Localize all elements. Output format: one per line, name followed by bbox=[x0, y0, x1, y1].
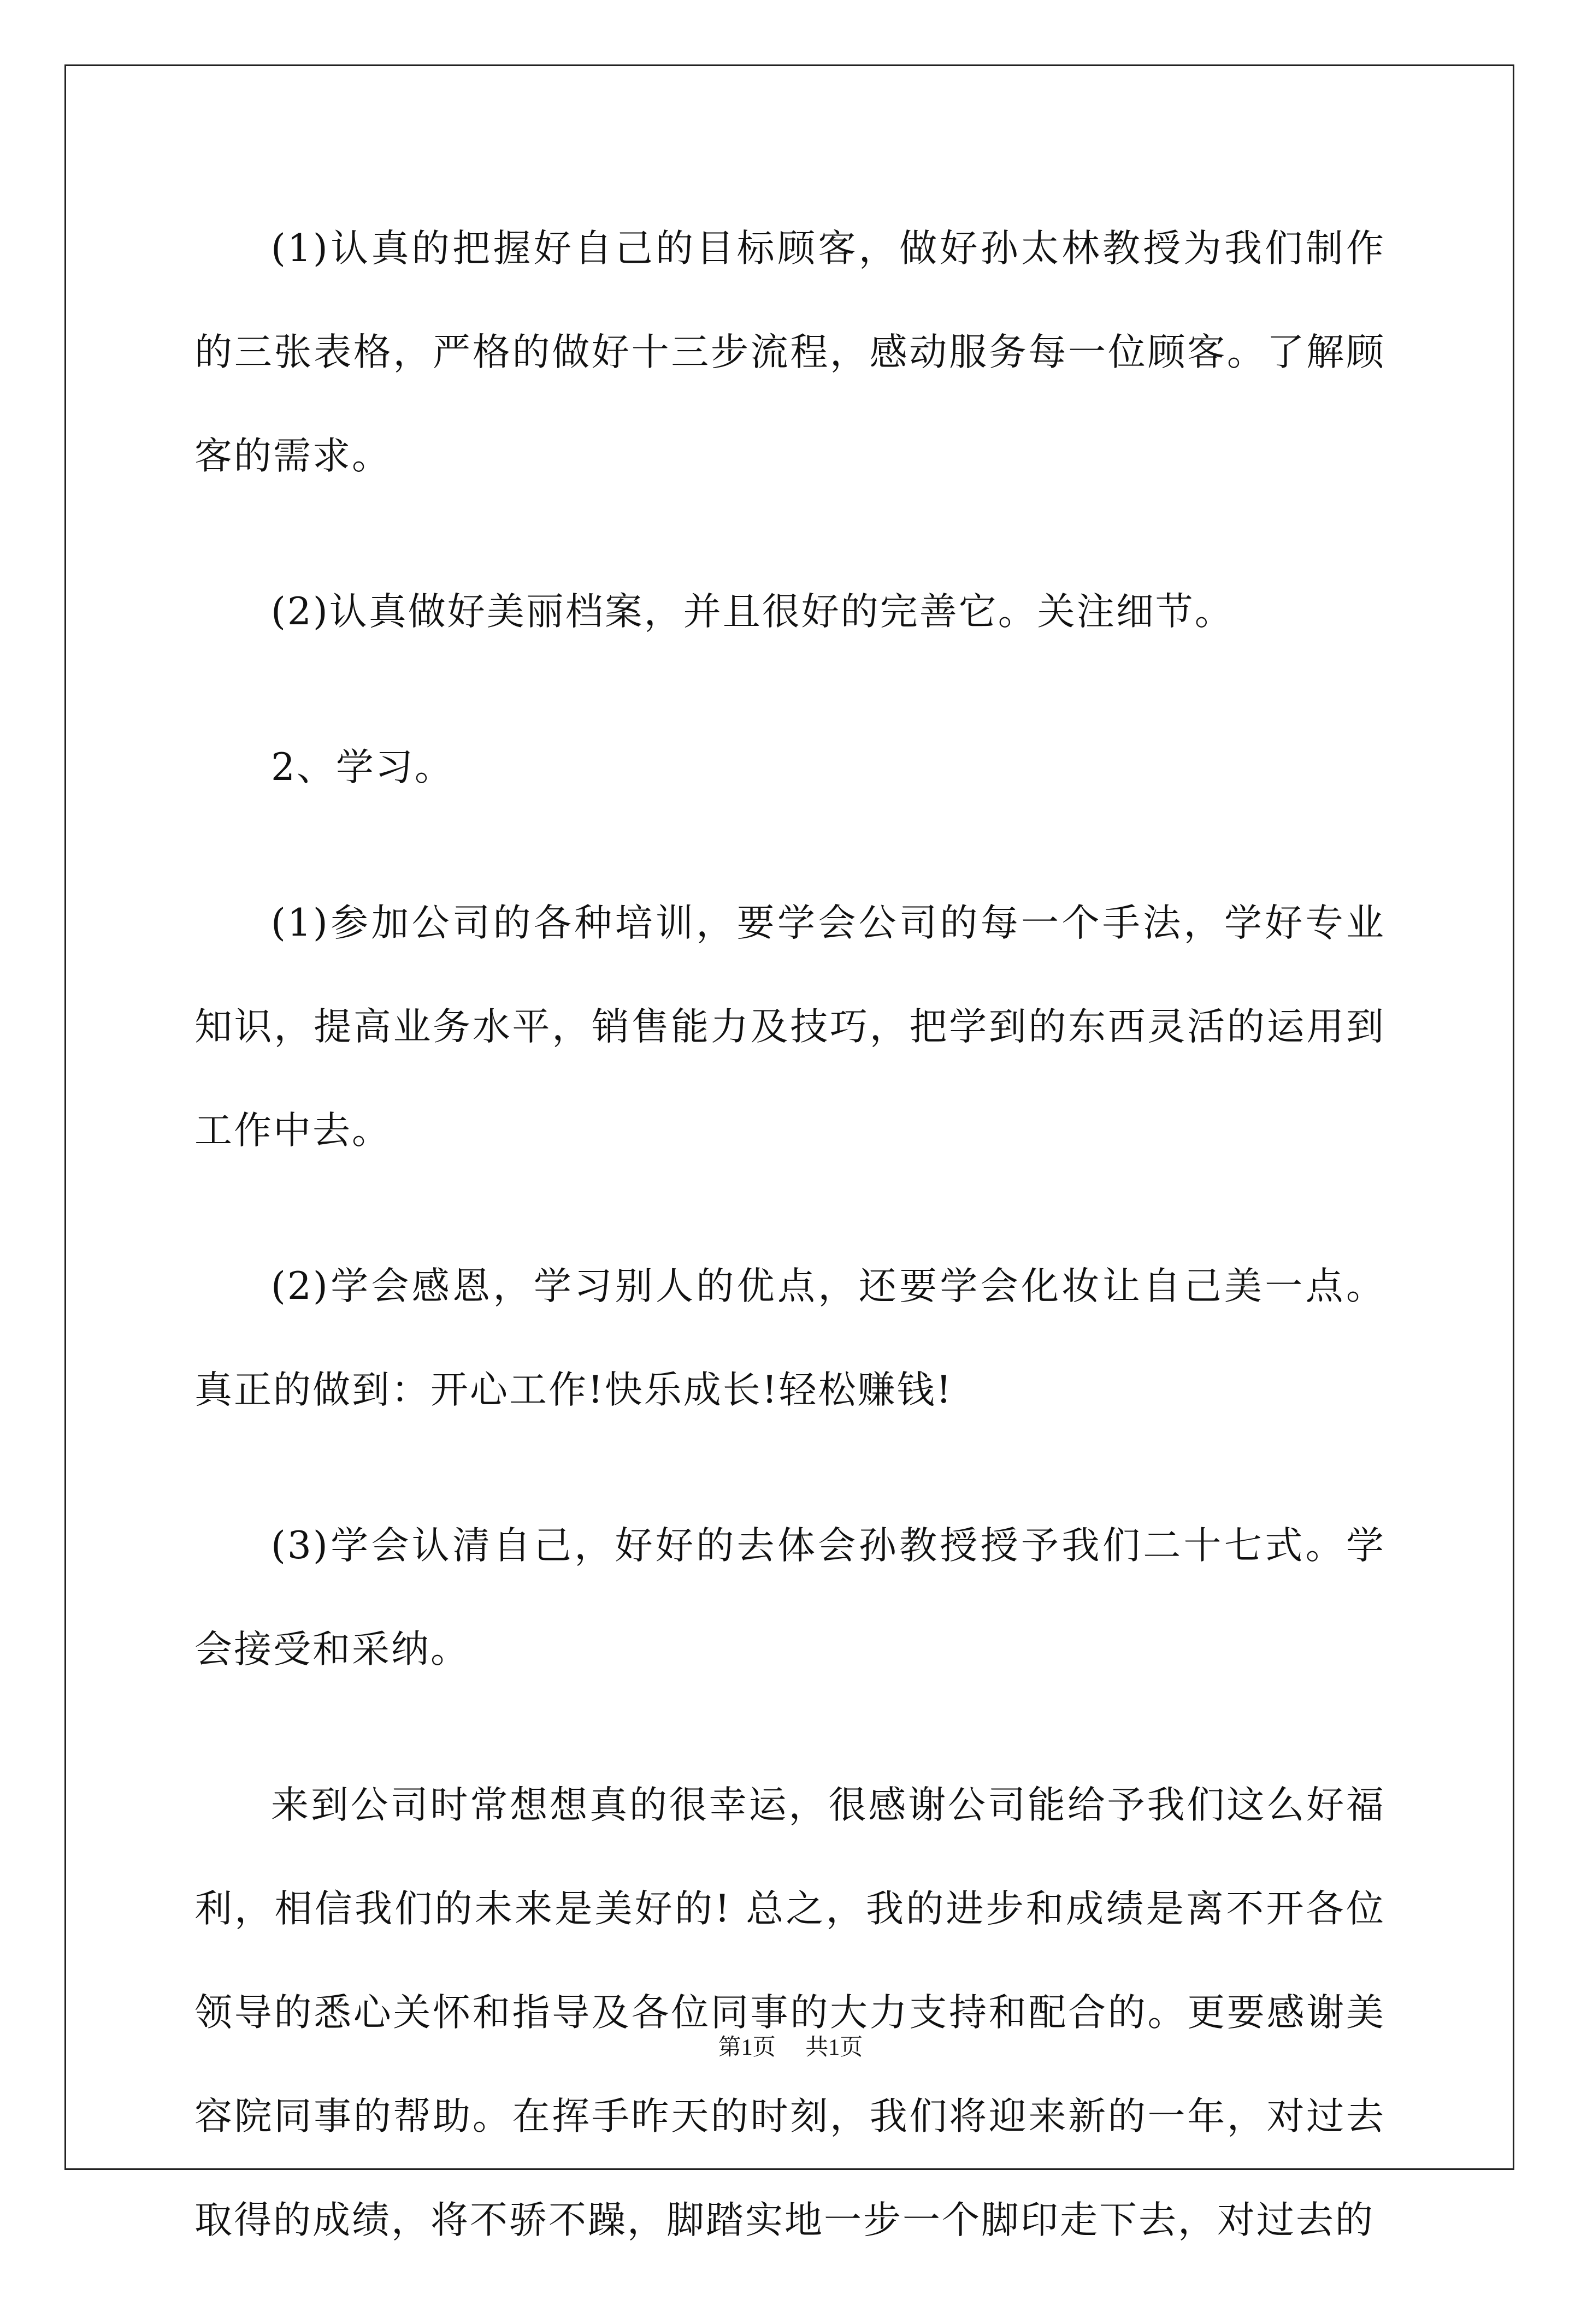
paragraph-2: (2)认真做好美丽档案，并且很好的完善它。关注细节。 bbox=[271, 590, 1234, 634]
paragraph-4: (1)参加公司的各种培训，要学会公司的每一个手法，学好专业知识，提高业务水平，销售能力及技巧，把学到的东西灵活的运用到工作中去。 bbox=[194, 901, 1385, 1152]
page-total: 共1页 bbox=[805, 2035, 863, 2060]
page-footer bbox=[0, 2029, 1581, 2062]
paragraph-3: 2、学习。 bbox=[271, 746, 454, 789]
document-body bbox=[194, 197, 1385, 2324]
paragraph-5: (2)学会感恩，学习别人的优点，还要学会化妆让自己美一点。真正的做到：开心工作!快乐成长!轻松赚钱! bbox=[194, 1264, 1385, 1412]
paragraph-6: (3)学会认清自己，好好的去体会孙教授授予我们二十七式。学会接受和采纳。 bbox=[194, 1524, 1385, 1671]
paragraph-7: 来到公司时常想想真的很幸运，很感谢公司能给予我们这么好福利，相信我们的未来是美好的! 总之，我的进步和成绩是离不开各位领导的悉心关怀和指导及各位同事的大力支持和配合的。更要感谢美容院同事的帮助。在挥手昨天的时刻，我们将迎来新的一年，对过去取得的成绩，将不骄不躁，脚踏实地一步一个脚印走下去，对过去的 bbox=[194, 1783, 1385, 2242]
paragraph-1: (1)认真的把握好自己的目标顾客，做好孙太林教授为我们制作的三张表格，严格的做好十三步流程，感动服务每一位顾客。了解顾客的需求。 bbox=[194, 227, 1385, 478]
page-number: 第1页 bbox=[718, 2035, 776, 2060]
